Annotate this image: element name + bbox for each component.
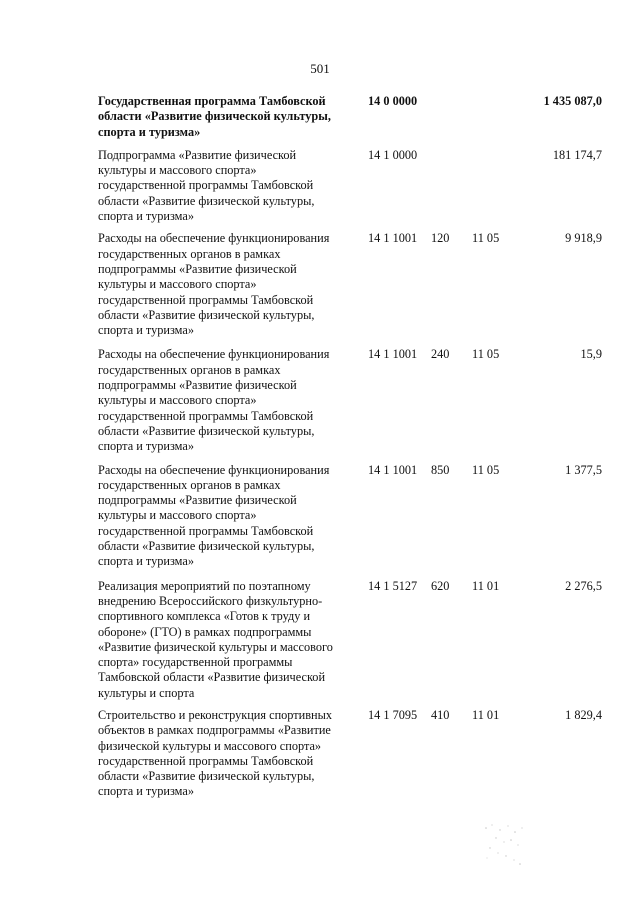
row-expense-type: 620	[431, 578, 450, 593]
row-target-code: 14 0 0000	[368, 94, 418, 108]
row-amount: 2 276,5	[565, 578, 602, 593]
row-name-line: подпрограммы «Развитие физической	[98, 493, 297, 508]
row-name-line: культуры и спорта	[98, 685, 195, 700]
row-name-line: «Развитие физической культуры и массового	[98, 639, 333, 654]
row-name-line: спорта и туризма»	[98, 784, 194, 799]
row-name-line: Тамбовской области «Развитие физической	[98, 670, 326, 685]
row-target-code: 14 1 7095	[368, 707, 418, 722]
row-name-line: Государственная программа Тамбовской	[98, 94, 326, 108]
table-row	[98, 347, 602, 454]
row-name-line: государственной программы Тамбовской	[98, 753, 314, 768]
table-row	[98, 148, 602, 224]
row-name	[98, 231, 356, 338]
row-name	[98, 579, 356, 701]
row-name-line: государственной программы Тамбовской	[98, 523, 314, 538]
table-row	[98, 231, 602, 338]
row-amount: 1 435 087,0	[543, 94, 602, 108]
row-expense-type: 850	[431, 462, 450, 477]
row-name-line: спорта и туризма»	[98, 323, 194, 338]
row-name-line: культуры и массового спорта»	[98, 277, 257, 292]
row-name-line: культуры и массового спорта»	[98, 508, 257, 523]
row-target-code: 14 1 5127	[368, 578, 418, 593]
row-expense-type: 120	[431, 231, 450, 246]
row-name-line: обороне» (ГТО) в рамках подпрограммы	[98, 624, 312, 639]
row-name-line: спорта и туризма»	[98, 209, 194, 224]
table-row	[98, 463, 602, 570]
row-name-line: государственной программы Тамбовской	[98, 178, 314, 193]
row-name-line: объектов в рамках подпрограммы «Развитие	[98, 723, 331, 738]
row-name-line: культуры и массового спорта»	[98, 163, 257, 178]
row-amount: 1 377,5	[565, 462, 602, 477]
row-name	[98, 347, 356, 454]
row-name-line: области «Развитие физической культуры,	[98, 109, 331, 124]
row-name-line: подпрограммы «Развитие физической	[98, 261, 297, 276]
row-name-line: Расходы на обеспечение функционирования	[98, 462, 330, 477]
row-target-code: 14 1 0000	[368, 147, 418, 162]
row-name-line: области «Развитие физической культуры,	[98, 307, 315, 322]
row-name-line: государственных органов в рамках	[98, 362, 281, 377]
table-row	[98, 708, 602, 800]
row-name-line: физической культуры и массового спорта»	[98, 738, 322, 753]
row-section: 11 05	[472, 231, 500, 246]
row-name	[98, 94, 356, 140]
row-expense-type: 410	[431, 707, 450, 722]
row-section: 11 01	[472, 578, 500, 593]
row-target-code: 14 1 1001	[368, 347, 418, 362]
row-name-line: внедрению Всероссийского физкультурно-	[98, 593, 323, 608]
row-name-line: государственной программы Тамбовской	[98, 292, 314, 307]
row-name	[98, 148, 356, 224]
row-target-code: 14 1 1001	[368, 231, 418, 246]
row-name-line: области «Развитие физической культуры,	[98, 539, 315, 554]
row-amount: 1 829,4	[565, 707, 602, 722]
row-name-line: Строительство и реконструкция спортивных	[98, 707, 333, 722]
row-amount: 15,9	[580, 347, 602, 362]
row-expense-type: 240	[431, 347, 450, 362]
row-amount: 9 918,9	[565, 231, 602, 246]
page-number: 501	[310, 61, 330, 76]
row-name-line: спорта и туризма»	[98, 124, 201, 139]
row-name	[98, 463, 356, 570]
row-name-line: Реализация мероприятий по поэтапному	[98, 578, 311, 593]
budget-table	[98, 94, 602, 800]
row-name-line: спорта и туризма»	[98, 439, 194, 454]
row-name-line: области «Развитие физической культуры,	[98, 193, 315, 208]
row-name-line: спорта и туризма»	[98, 554, 194, 569]
row-name-line: спорта» государственной программы	[98, 655, 293, 670]
row-name-line: подпрограммы «Развитие физической	[98, 378, 297, 393]
row-name-line: государственных органов в рамках	[98, 246, 281, 261]
table-row	[98, 94, 602, 140]
row-name	[98, 708, 356, 800]
row-section: 11 05	[472, 462, 500, 477]
row-name-line: спортивного комплекса «Готов к труду и	[98, 609, 311, 624]
row-name-line: Расходы на обеспечение функционирования	[98, 231, 330, 246]
row-section: 11 01	[472, 707, 500, 722]
row-name-line: области «Развитие физической культуры,	[98, 769, 315, 784]
row-name-line: области «Развитие физической культуры,	[98, 423, 315, 438]
row-name-line: культуры и массового спорта»	[98, 393, 257, 408]
row-name-line: Расходы на обеспечение функционирования	[98, 347, 330, 362]
row-target-code: 14 1 1001	[368, 462, 418, 477]
row-name-line: Подпрограмма «Развитие физической	[98, 147, 297, 162]
row-amount: 181 174,7	[552, 147, 602, 162]
row-name-line: государственных органов в рамках	[98, 477, 281, 492]
row-section: 11 05	[472, 347, 500, 362]
faint-stamp-mark	[478, 818, 538, 868]
row-name-line: государственной программы Тамбовской	[98, 408, 314, 423]
table-row	[98, 579, 602, 701]
